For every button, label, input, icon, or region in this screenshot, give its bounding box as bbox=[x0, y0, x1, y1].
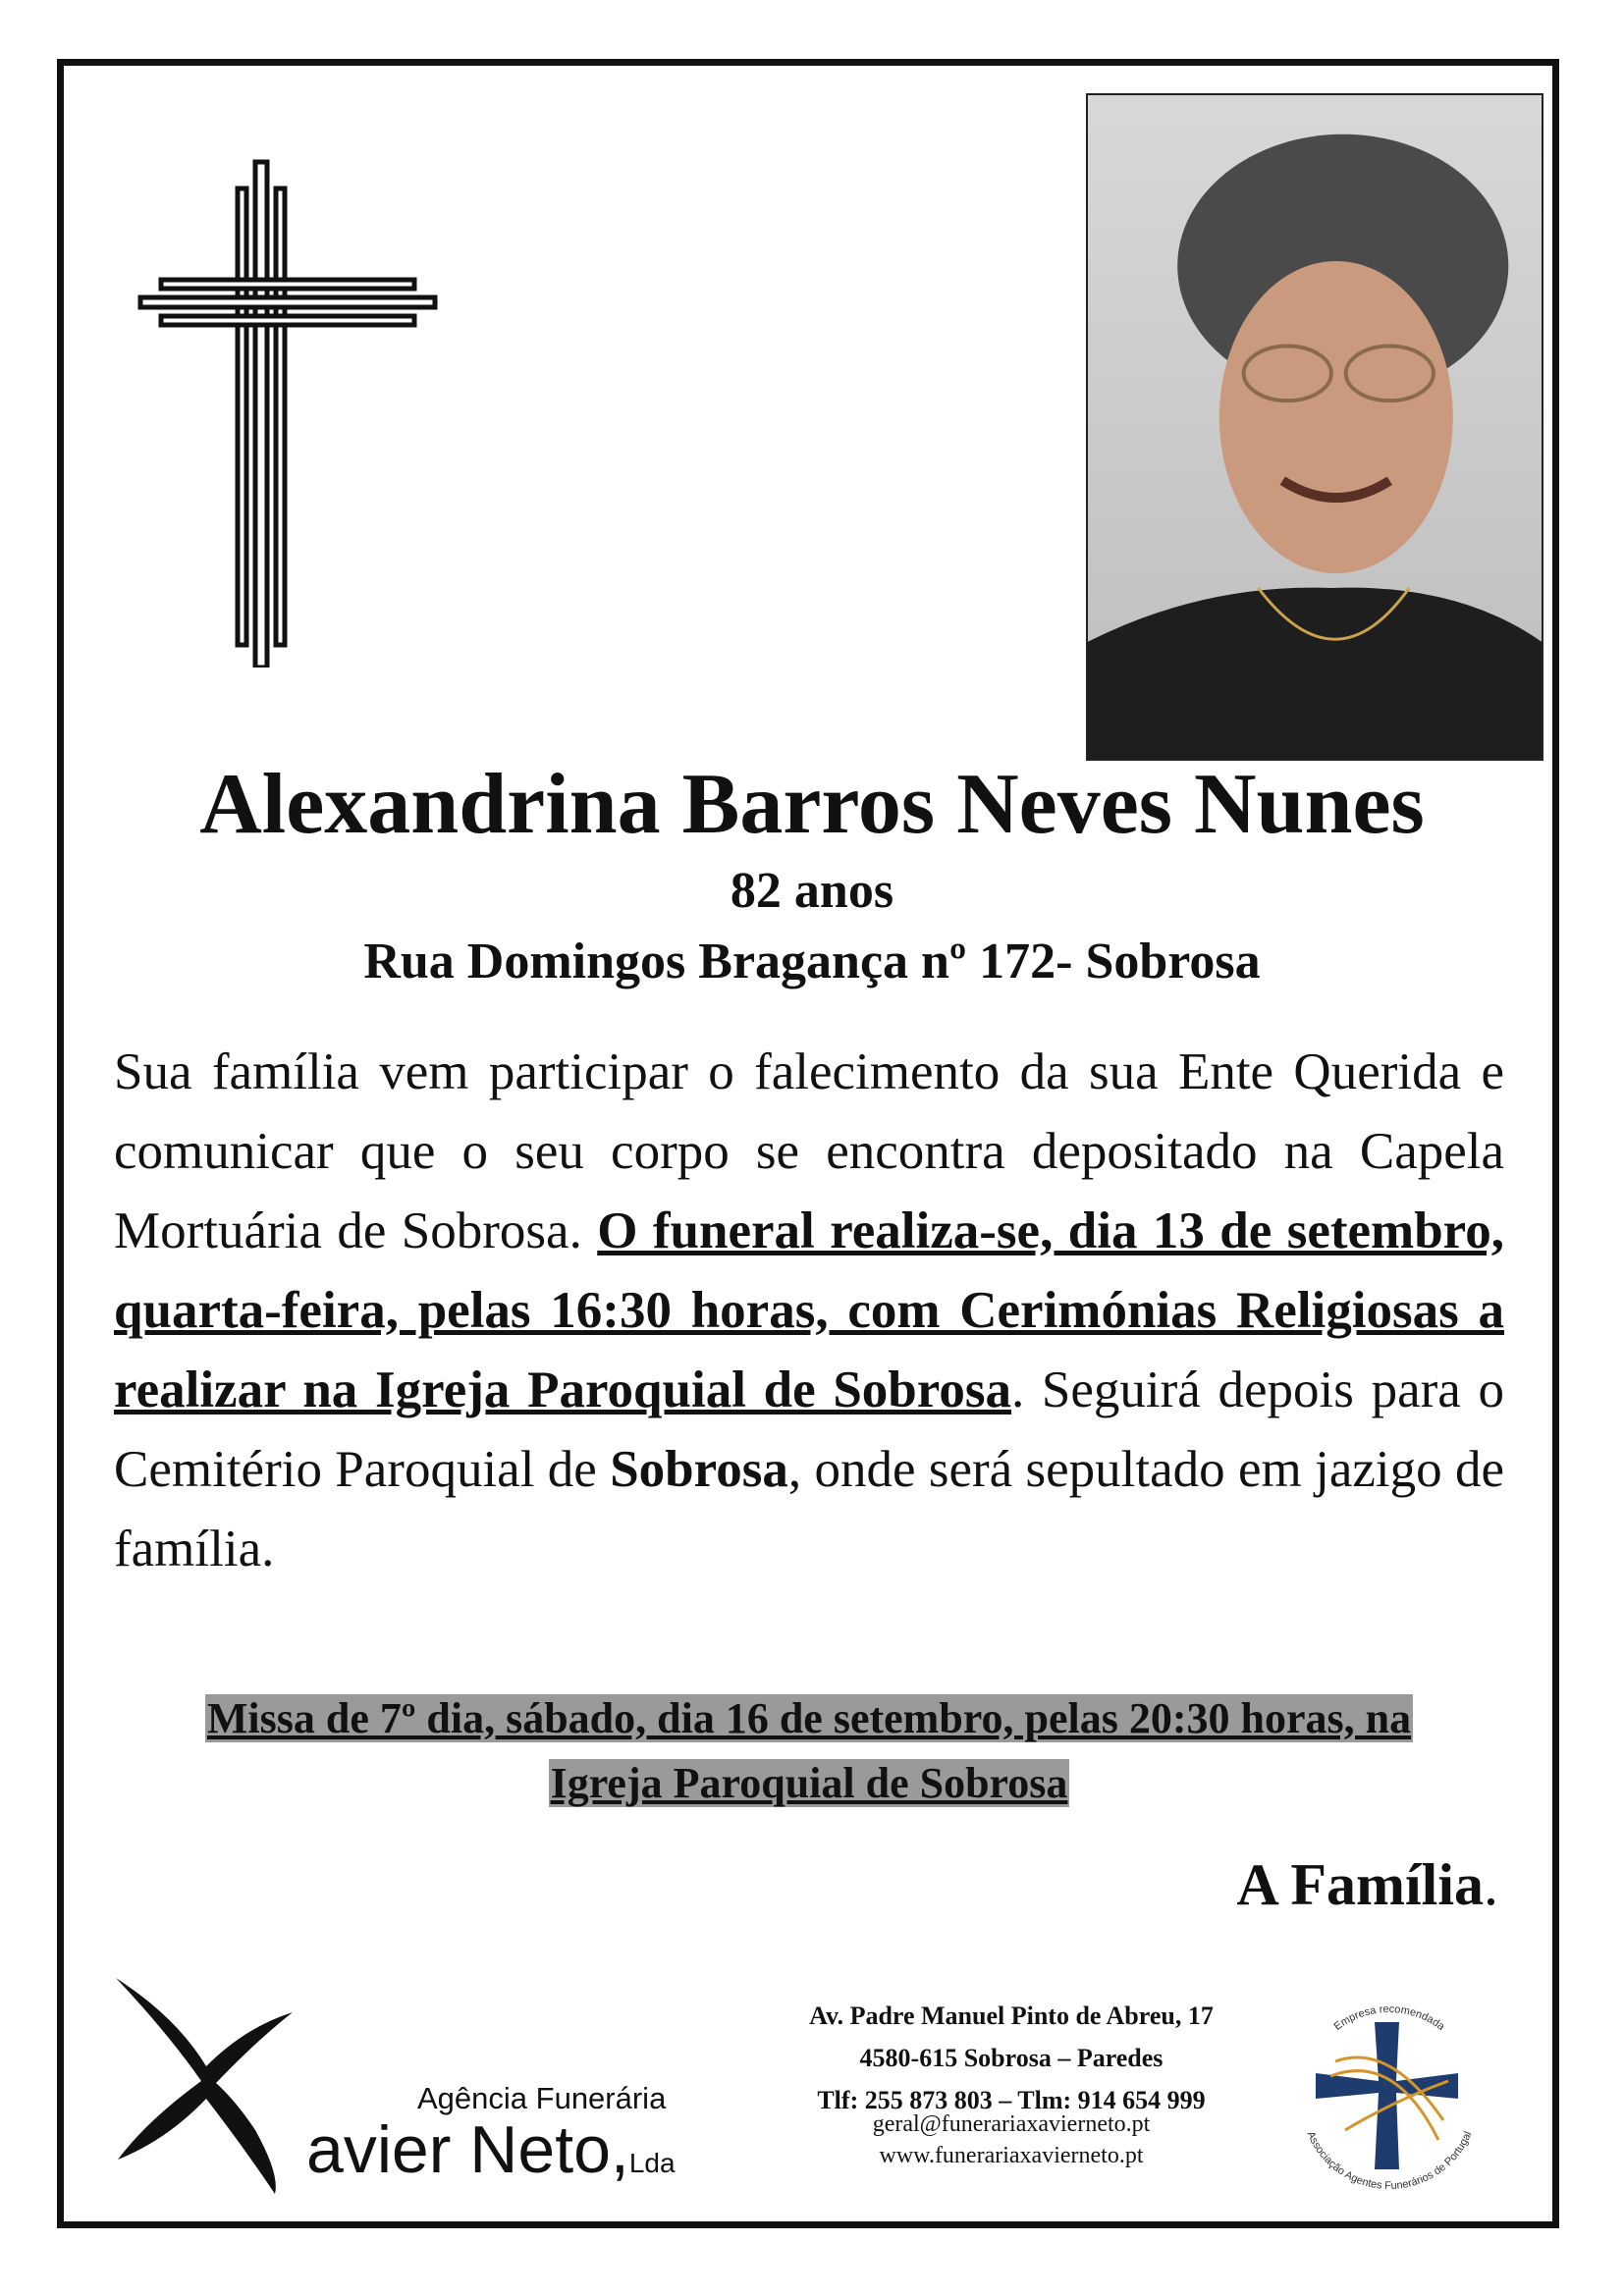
contact-web bbox=[756, 2109, 1267, 2171]
cross-icon bbox=[135, 157, 440, 667]
association-bottom-text: Associação Agentes Funerários de Portugal bbox=[1304, 2129, 1475, 2193]
agency-subtitle: Agência Funerária bbox=[417, 2081, 667, 2115]
association-seal-icon bbox=[1276, 1983, 1502, 2209]
agency-suffix: Lda bbox=[628, 2148, 676, 2178]
association-top-text: Empresa recomendada bbox=[1331, 2002, 1447, 2033]
agency-name bbox=[306, 2110, 676, 2203]
mass-line-2: Igreja Paroquial de Sobrosa bbox=[550, 1759, 1068, 1807]
contact-phones: Tlf: 255 873 803 – Tlm: 914 654 999 bbox=[817, 2086, 1206, 2114]
contact-address: Av. Padre Manuel Pinto de Abreu, 17 bbox=[809, 2002, 1214, 2030]
contact-postal: 4580-615 Sobrosa – Paredes bbox=[859, 2044, 1164, 2072]
x-logo-icon bbox=[108, 1973, 304, 2199]
family-signature bbox=[1236, 1850, 1498, 1919]
contact-email[interactable]: geral@funerariaxavierneto.pt bbox=[872, 2111, 1151, 2137]
mass-notice bbox=[114, 1686, 1504, 1816]
contact-website[interactable]: www.funerariaxavierneto.pt bbox=[879, 2143, 1144, 2168]
announcement-text bbox=[114, 1033, 1504, 1589]
cemetery-place: Sobrosa bbox=[610, 1441, 788, 1498]
contact-block bbox=[756, 1995, 1267, 2121]
deceased-name: Alexandrina Barros Neves Nunes bbox=[199, 757, 1425, 852]
signature-punct: . bbox=[1484, 1852, 1498, 1917]
mass-line-1: Missa de 7º dia, sábado, dia 16 de setembro, pelas 20:30 horas, na bbox=[206, 1694, 1412, 1742]
deceased-age: 82 anos bbox=[730, 863, 894, 919]
agency-name-text: avier Neto, bbox=[306, 2112, 629, 2187]
announcement-middle: . Seguirá depois para o Cemitério Paroquial de bbox=[114, 1362, 1504, 1498]
portrait-photo bbox=[1086, 93, 1543, 761]
announcement-intro: Sua família vem participar o falecimento da sua Ente Querida e comunicar que o seu corpo se encontra depositado na Capela Mortuária de Sobrosa. bbox=[114, 1043, 1504, 1259]
announcement-end: , onde será sepultado em jazigo de família. bbox=[114, 1441, 1504, 1577]
funeral-details: O funeral realiza-se, dia 13 de setembro, quarta-feira, pelas 16:30 horas, com Cerimónias Religiosas a realizar na Igreja Paroquial de Sobrosa bbox=[114, 1202, 1504, 1418]
signature-text: A Família bbox=[1236, 1852, 1484, 1917]
deceased-address: Rua Domingos Bragança nº 172- Sobrosa bbox=[363, 934, 1261, 989]
